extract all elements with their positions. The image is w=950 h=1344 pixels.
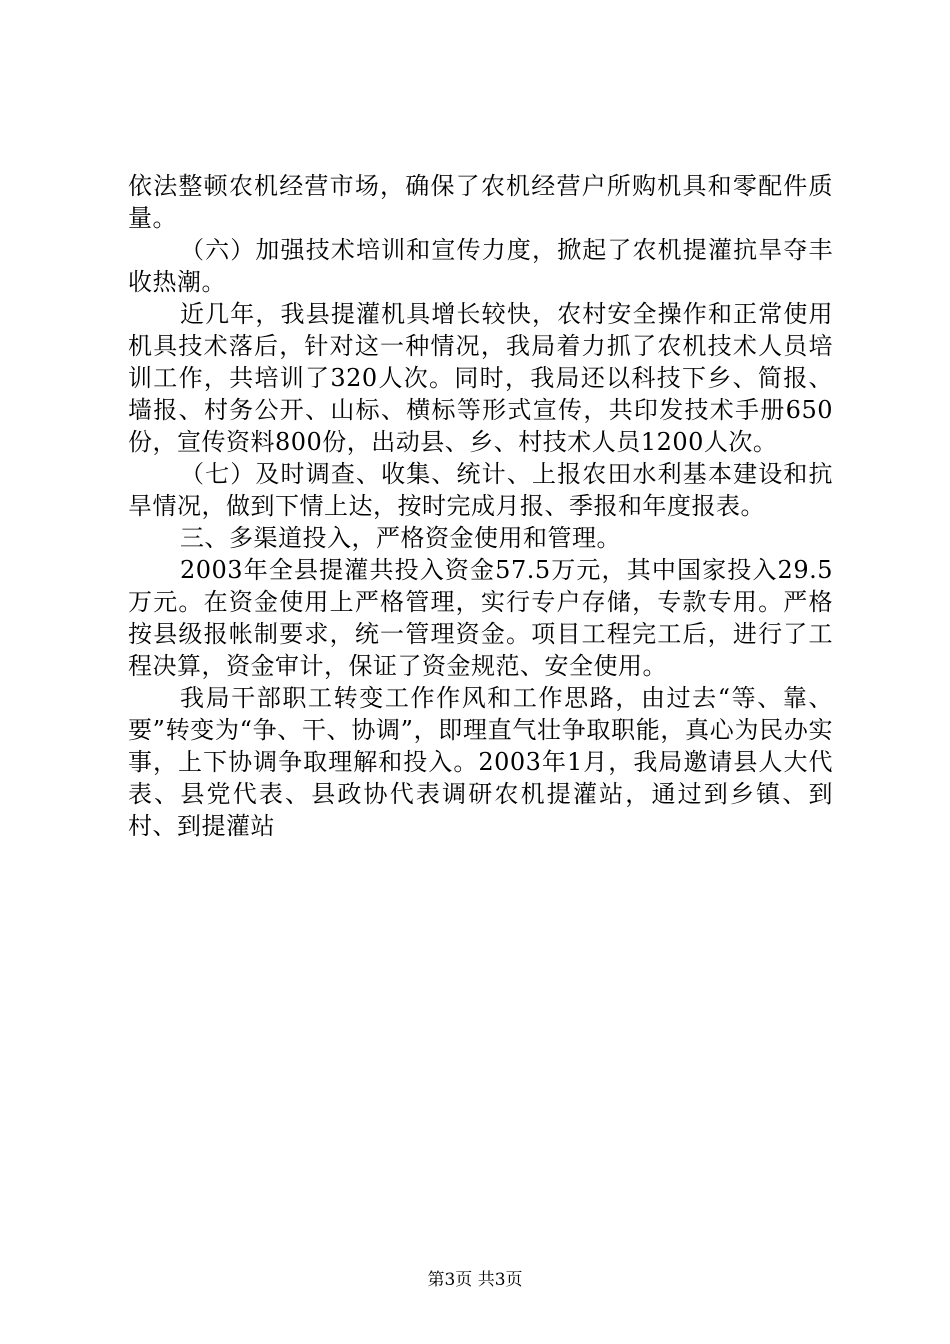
paragraph-heading-three: 三、多渠道投入，严格资金使用和管理。 [180,524,621,552]
page-number-footer: 第3页 共3页 [427,1270,523,1290]
document-body [128,170,833,842]
paragraph-section-seven: （七）及时调查、收集、统计、上报农田水利基本建设和抗旱情况，做到下情上达，按时完成月报、季报和年度报表。 [128,460,833,520]
paragraph-continuation: 依法整顿农机经营市场，确保了农机经营户所购机具和零配件质量。 [128,172,833,232]
paragraph-work-style: 我局干部职工转变工作作风和工作思路，由过去“等、靠、要”转变为“争、干、协调”，即理直气壮争取职能，真心为民办实事，上下协调争取理解和投入。2003年1月，我局邀请县人大代表、县党代表、县政协代表调研农机提灌站，通过到乡镇、到村、到提灌站 [128,684,833,840]
paragraph-funding: 2003年全县提灌共投入资金57.5万元，其中国家投入29.5万元。在资金使用上严格管理，实行专户存储，专款专用。严格按县级报帐制要求，统一管理资金。项目工程完工后，进行了工程决算，资金审计，保证了资金规范、安全使用。 [128,556,833,680]
paragraph-section-six: （六）加强技术培训和宣传力度，掀起了农机提灌抗旱夺丰收热潮。 [128,236,833,296]
paragraph-training: 近几年，我县提灌机具增长较快，农村安全操作和正常使用机具技术落后，针对这一种情况，我局着力抓了农机技术人员培训工作，共培训了320人次。同时，我局还以科技下乡、简报、墙报、村务公开、山标、横标等形式宣传，共印发技术手册650份，宣传资料800份，出动县、乡、村技术人员1200人次。 [128,300,833,456]
